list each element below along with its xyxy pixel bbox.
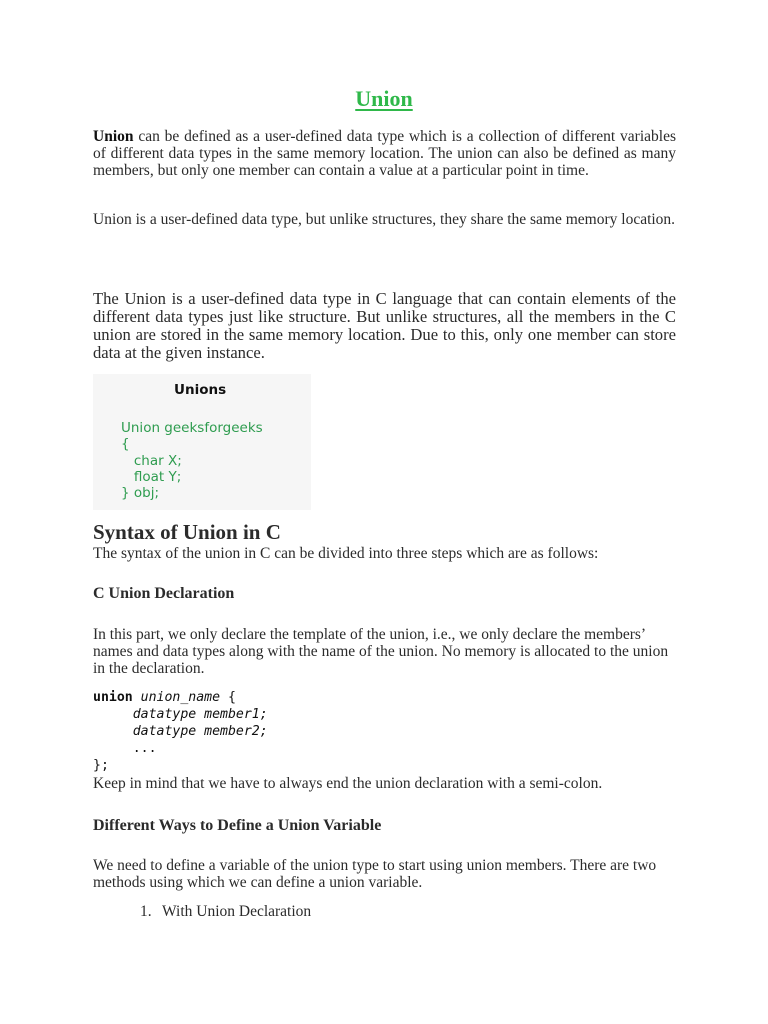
union-description-paragraph: The Union is a user-defined data type in C language that can contain elements of the different data types just like structure. But unlike structures, all the members in the C union are stored in the same memory location. Due to this, only one member can store data at the given instance. (93, 289, 676, 362)
syntax-heading: Syntax of Union in C (93, 520, 281, 544)
union-example-figure (93, 374, 311, 510)
figure-code (121, 420, 263, 501)
code-keyword: union (93, 690, 133, 705)
page-title: Union (355, 86, 413, 111)
figure-code-line: char X; (121, 452, 182, 469)
code-open-brace: { (220, 690, 236, 705)
intro-text: can be defined as a user-defined data type which is a collection of different variables of different data types in the same memory location. The union can also be defined as many members, but only one member can contain a value at a particular point in time. (93, 128, 676, 179)
figure-code-line: Union geeksforgeeks (121, 420, 263, 436)
code-ellipsis: ... (132, 741, 157, 756)
code-line (93, 757, 268, 774)
figure-code-line: } obj; (121, 485, 160, 502)
code-line (93, 723, 268, 740)
ways-paragraph: We need to define a variable of the union type to start using union members. There are two methods using which we can define a union variable. (93, 857, 657, 891)
code-line (93, 706, 268, 723)
structure-comparison-paragraph: Union is a user-defined data type, but unlike structures, they share the same memory location. (93, 211, 676, 228)
code-close-brace: }; (93, 758, 109, 773)
intro-bold-word: Union (93, 128, 134, 145)
methods-list (140, 903, 311, 921)
figure-code-line: { (121, 436, 130, 453)
declaration-paragraph: In this part, we only declare the template of the union, i.e., we only declare the members’ names and data types along with the name of the union. No memory is allocated to the union in the declaration. (93, 626, 669, 677)
list-label: With Union Declaration (162, 903, 312, 920)
code-union-name: union_name (140, 690, 221, 705)
code-member: datatype member2; (132, 724, 268, 739)
figure-code-line: float Y; (121, 468, 182, 485)
code-member: datatype member1; (132, 707, 268, 722)
declaration-heading: C Union Declaration (93, 585, 235, 602)
figure-title: Unions (174, 382, 227, 398)
union-declaration-code (93, 689, 268, 774)
semicolon-note: Keep in mind that we have to always end the union declaration with a semi-colon. (93, 775, 603, 792)
list-item (140, 903, 311, 921)
code-line (93, 740, 268, 757)
code-line (93, 689, 268, 706)
ways-heading: Different Ways to Define a Union Variable (93, 817, 382, 834)
syntax-intro: The syntax of the union in C can be divided into three steps which are as follows: (93, 545, 599, 562)
intro-paragraph (93, 129, 676, 179)
list-number: 1. (140, 903, 152, 920)
